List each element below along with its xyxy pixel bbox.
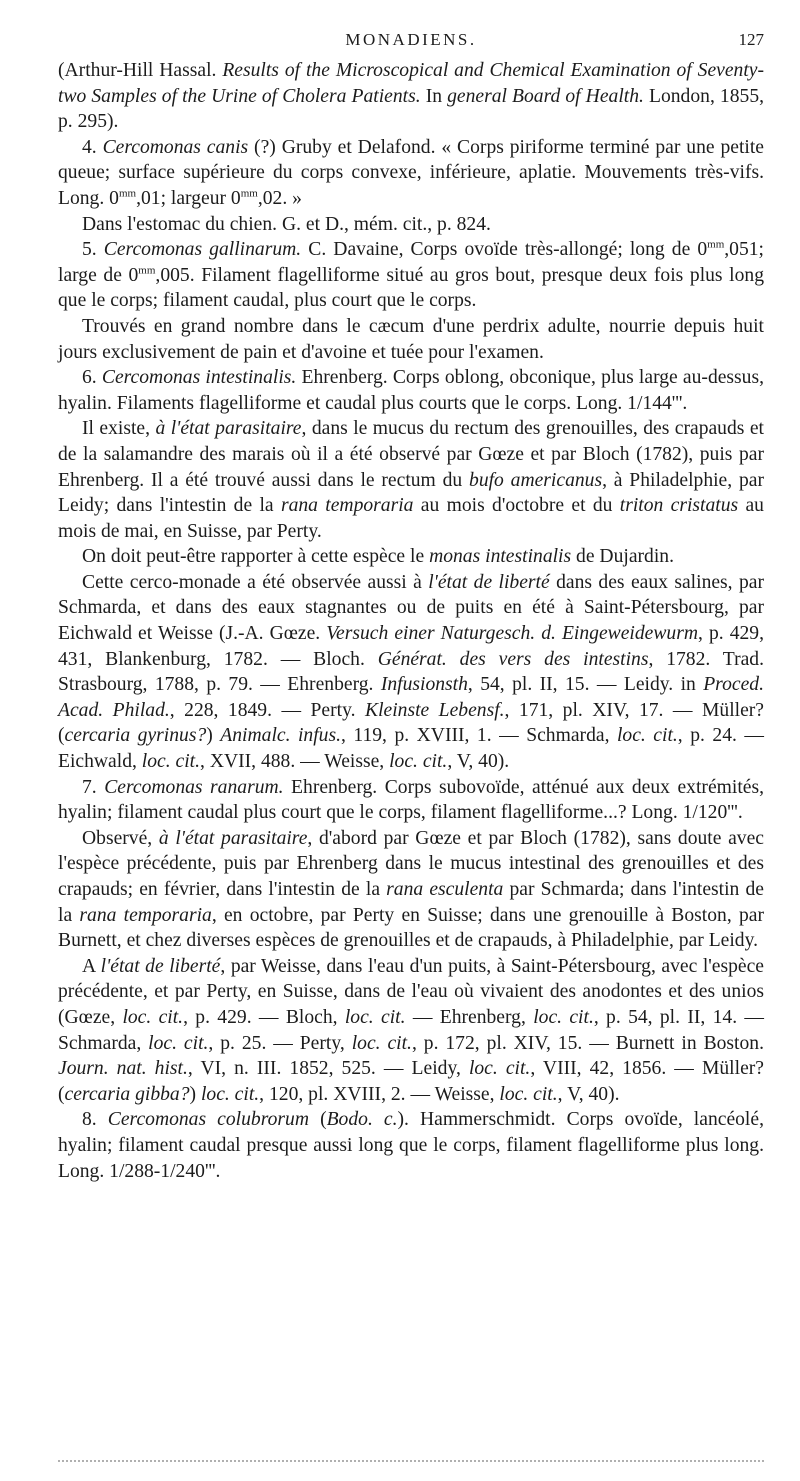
text-run: A <box>82 955 101 977</box>
paragraph <box>58 237 764 314</box>
text-run: , p. 429. — Bloch, <box>183 1006 345 1028</box>
italic-run: cercaria gyrinus? <box>64 725 207 747</box>
paragraph <box>58 826 764 954</box>
book-page <box>58 28 764 1184</box>
text-run: 5. <box>82 239 104 261</box>
text-run: (?) Gruby et Delafond. « Corps piriforme terminé par une petite queue; surface supérieure du corps convexe, inférieure, aplatie. Mouvements très-vifs. Long. 0 <box>58 136 764 209</box>
text-run: In <box>420 85 448 107</box>
italic-run: loc. cit. <box>616 725 678 747</box>
text-run: Ehrenberg. Corps subovoïde, atténué aux deux extrémités, hyalin; filament caudal plus court que le corps, filament flagelliforme...? Long. 1/120'''. <box>58 776 764 824</box>
italic-run: Bodo. c. <box>326 1109 398 1131</box>
italic-run: loc. cit. <box>141 751 201 773</box>
text-run: C. Davaine, Corps ovoïde très-allongé; long de 0 <box>301 239 708 261</box>
text-run: Il existe, <box>82 418 156 440</box>
italic-run: Infusionsth <box>380 674 468 696</box>
italic-run: Cercomonas gallinarum. <box>103 239 302 261</box>
italic-run: cercaria gibba? <box>64 1083 190 1105</box>
text-run: , p. 429, 431, Blankenburg, 1782. — Bloch. <box>58 623 764 670</box>
page-number: 127 <box>738 30 764 49</box>
text-run: au mois de mai, en Suisse, par Perty. <box>58 495 764 542</box>
italic-run: l'état de liberté <box>100 955 221 977</box>
text-run: ). Hammerschmidt. Corps ovoïde, lancéolé, hyalin; filament caudal presque aussi long que le corps, filament flagelliforme plus long. Long. 1/288-1/240'''. <box>58 1109 764 1182</box>
bottom-rule <box>58 1460 764 1466</box>
italic-run: Results of the Microscopical and Chemical Examination of Seventy-two Samples of the Urine of Cholera Patients. <box>58 60 765 107</box>
paragraph <box>58 314 764 365</box>
italic-run: loc. cit. <box>351 1032 412 1054</box>
text-run: , p. 25. — Perty, <box>208 1032 352 1054</box>
italic-run: loc. cit. <box>148 1032 209 1054</box>
unit-superscript: mm <box>707 238 725 251</box>
italic-run: loc. cit. <box>499 1083 558 1105</box>
text-run: , par Weisse, dans l'eau d'un puits, à Saint-Pétersbourg, avec l'espèce précédente, et par Perty, en Suisse, dans de l'eau où vivaient des anodontes et des unios (Gœze, <box>58 955 765 1028</box>
italic-run: à l'état parasitaire <box>158 827 308 849</box>
italic-run: loc. cit. <box>468 1058 531 1080</box>
text-run: , 171, pl. XIV, 17. — Müller? ( <box>58 699 765 747</box>
italic-run: monas intestinalis <box>429 546 572 568</box>
text-run: par Schmarda; dans l'intestin de la <box>58 879 764 926</box>
paragraph <box>58 365 764 416</box>
text-run: Observé, <box>82 827 159 849</box>
italic-run: l'état de liberté <box>428 571 550 593</box>
text-run: Dans l'estomac du chien. G. et D., mém. cit., p. 824. <box>82 213 491 235</box>
text-run: ,051; large de 0 <box>58 239 764 286</box>
text-run: 8. <box>82 1109 108 1131</box>
italic-run: Cercomonas intestinalis. <box>101 367 297 389</box>
italic-run: rana temporaria <box>79 904 212 926</box>
paragraph <box>58 954 764 1108</box>
italic-run: loc. cit. <box>200 1083 260 1105</box>
italic-run: à l'état parasitaire <box>155 418 302 440</box>
italic-run: bufo americanus <box>469 469 603 491</box>
text-run: , 54, pl. II, 15. — Leidy. in <box>467 674 704 696</box>
italic-run: triton cristatus <box>619 495 739 517</box>
running-title: MONADIENS. <box>345 30 477 49</box>
paragraph <box>58 1107 764 1184</box>
text-run: Trouvés en grand nombre dans le cæcum d'une perdrix adulte, nourrie depuis huit jours exclusivement de pain et d'avoine et tuée pour l'examen. <box>58 315 764 363</box>
text-run: London, 1855, p. 295). <box>58 85 765 133</box>
italic-run: loc. cit. <box>389 751 448 773</box>
text-run: , en octobre, par Perty en Suisse; dans une grenouille à Boston, par Burnett, et chez diverses espèces de grenouilles et de crapauds, à Philadelphie, par Leidy. <box>58 904 764 952</box>
italic-run: general Board of Health. <box>447 85 644 107</box>
italic-run: Cercomonas canis <box>102 136 249 158</box>
running-header <box>58 28 764 58</box>
italic-run: rana esculenta <box>386 879 504 900</box>
paragraph <box>58 570 764 775</box>
text-run: de Dujardin. <box>571 546 674 568</box>
text-run: ,02. » <box>257 187 302 209</box>
text-run: , XVII, 488. — Weisse, <box>200 751 390 773</box>
italic-run: Animalc. infus. <box>220 725 341 747</box>
unit-superscript: mm <box>240 187 258 200</box>
text-run: , dans le mucus du rectum des grenouilles, des crapauds et de la salamandre des marais où il a été observé par Gœze et par Bloch (1782), puis par Ehrenberg. Il a été trouvé aussi dans le rectum du <box>58 418 764 491</box>
unit-superscript: mm <box>138 264 156 277</box>
italic-run: Cercomonas colubrorum <box>107 1109 309 1131</box>
text-run: , p. 172, pl. XIV, 15. — Burnett in Boston. <box>411 1032 764 1054</box>
text-run: Cette cerco-monade a été observée aussi à <box>82 571 429 593</box>
text-run: , 119, p. XVIII, 1. — Schmarda, <box>341 725 617 747</box>
italic-run: Générat. des vers des intestins <box>377 648 649 670</box>
italic-run: Proced. Acad. Philad. <box>58 674 764 721</box>
paragraph <box>58 416 764 544</box>
body-text <box>58 58 764 1184</box>
italic-run: Kleinste Lebensf. <box>365 699 505 721</box>
text-run: ) <box>206 725 221 747</box>
text-run: , p. 24. — Eichwald, <box>58 725 764 773</box>
paragraph <box>58 775 764 826</box>
italic-run: loc. cit. <box>533 1006 594 1028</box>
text-run: dans des eaux salines, par Schmarda, et dans des eaux stagnantes ou de puits en été à Saint-Pétersbourg, par Eichwald et Weisse (J.-A. Gœze. <box>58 571 765 645</box>
text-run: On doit peut-être rapporter à cette espèce le <box>82 546 430 568</box>
text-run: , VI, n. III. 1852, 525. — Leidy, <box>187 1058 469 1080</box>
text-run: , V, 40). <box>557 1083 620 1105</box>
text-run: 4. <box>82 136 103 158</box>
italic-run: Journ. nat. hist. <box>58 1058 188 1080</box>
unit-superscript: mm <box>118 187 137 200</box>
paragraph <box>58 212 764 238</box>
text-run: , 1782. Trad. Strasbourg, 1788, p. 79. — Ehrenberg. <box>58 648 764 696</box>
text-run: , V, 40). <box>447 751 510 773</box>
text-run: , p. 54, pl. II, 14. — Schmarda, <box>58 1006 765 1054</box>
paragraph <box>58 58 764 135</box>
text-run: ( <box>308 1109 327 1131</box>
italic-run: loc. cit. <box>122 1006 184 1028</box>
text-run: 7. <box>82 776 105 798</box>
italic-run: rana temporaria <box>280 495 414 517</box>
text-run: — Ehrenberg, <box>405 1006 534 1028</box>
text-run: ,01; largeur 0 <box>136 187 241 209</box>
text-run: , à Philadelphie, par Leidy; dans l'intestin de la <box>58 469 764 517</box>
italic-run: Cercomonas ranarum. <box>104 776 284 798</box>
italic-run: loc. cit. <box>344 1006 406 1028</box>
text-run: , VIII, 42, 1856. — Müller? ( <box>58 1058 764 1105</box>
text-run: au mois d'octobre et du <box>413 495 620 517</box>
text-run: (Arthur-Hill Hassal. <box>58 60 223 81</box>
text-run: Ehrenberg. Corps oblong, obconique, plus large au-dessus, hyalin. Filaments flagelliforme et caudal plus courts que le corps. Long. 1/144'''. <box>58 367 765 414</box>
text-run: , 120, pl. XVIII, 2. — Weisse, <box>259 1083 500 1105</box>
paragraph <box>58 544 764 570</box>
text-run: , d'abord par Gœze et par Bloch (1782), sans doute avec l'espèce précédente, puis par Ehrenberg dans le mucus intestinal des grenouilles et des crapauds; en février, dans l'intestin de la <box>58 827 764 900</box>
text-run: ,005. Filament flagelliforme situé au gros bout, presque deux fois plus long que le corps; filament caudal, plus court que le corps. <box>58 264 764 312</box>
paragraph <box>58 135 764 212</box>
italic-run: Versuch einer Naturgesch. d. Eingeweidewurm <box>326 623 698 645</box>
text-run: ) <box>189 1083 201 1105</box>
text-run: , 228, 1849. — Perty. <box>169 699 365 721</box>
text-run: 6. <box>82 367 102 389</box>
